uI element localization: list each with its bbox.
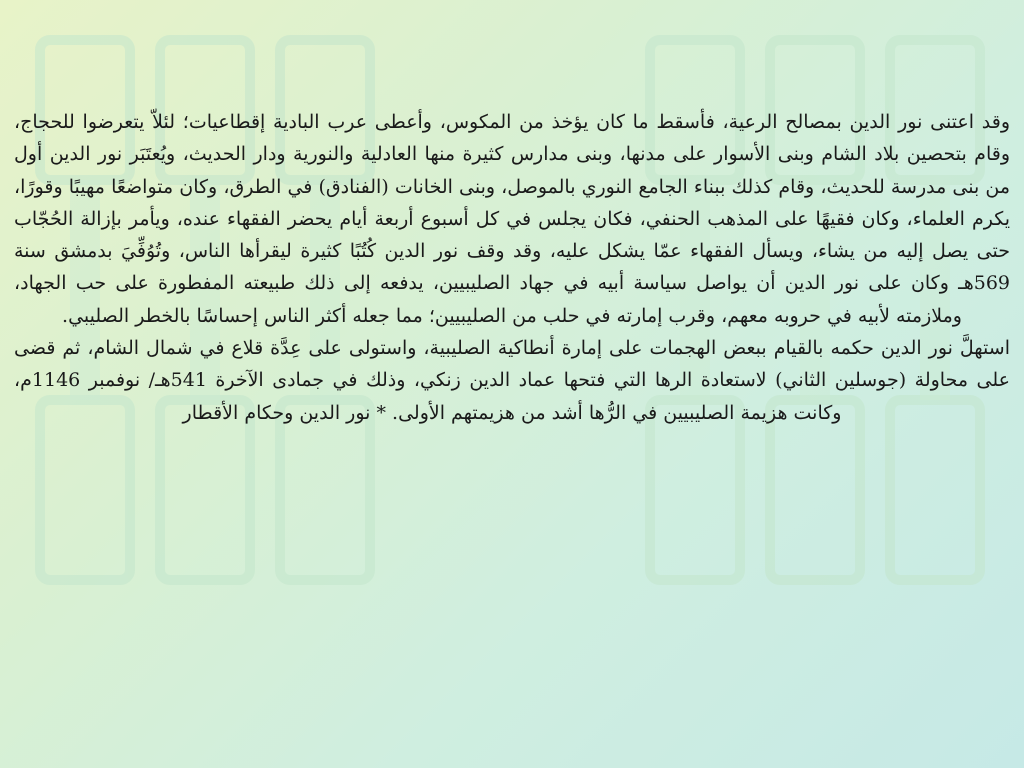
paragraph-nur-al-din-reforms: وقد اعتنى نور الدين بمصالح الرعية، فأسقط ما كان يؤخذ من المكوس، وأعطى عرب البادية إقطاعيات؛ لئلاّ يتعرضوا للحجاج، وقام بتحصين بلاد الشام وبنى الأسوار على مدنها، وبنى مدارس كثيرة منها العادلية والنورية ودار الحديث، ويُعتَبَر نور الدين أول من بنى مدرسة للحديث، وقام كذلك ببناء الجامع النوري بالموصل، وبنى الخانات (الفنادق) في الطرق، وكان متواضعًا مهيبًا وقورًا، يكرم العلماء، وكان فقيهًا على المذهب الحنفي، فكان يجلس في كل أسبوع أربعة أيام يحضر الفقهاء عنده، ويأمر بإزالة الحُجّاب حتى يصل إليه من يشاء، ويسأل الفقهاء عمّا يشكل عليه، وقد وقف نور الدين كُتُبًا كثيرة ليقرأها الناس، وتُوُفِّيَ بدمشق سنة 569هـ وكان على نور الدين أن يواصل سياسة أبيه في جهاد الصليبيين، يدفعه إلى ذلك طبيعته المفطورة على حب الجهاد، وملازمته لأبيه في حروبه معهم، وقرب إمارته في حلب من الصليبيين؛ مما جعله أكثر الناس إحساسًا بالخطر الصليبي. [14, 111, 1010, 327]
slide-text-body [14, 106, 1010, 666]
paragraph-nur-al-din-campaigns: استهلَّ نور الدين حكمه بالقيام ببعض الهجمات على إمارة أنطاكية الصليبية، واستولى على عِدَّة قلاع في شمال الشام، ثم قضى على محاولة (جوسلين الثاني) لاستعادة الرها التي فتحها عماد الدين زنكي، وذلك في جمادى الآخرة 541هـ/ نوفمبر 1146م، وكانت هزيمة الصليبيين في الرُّها أشد من هزيمتهم الأولى. * نور الدين وحكام الأقطار [14, 337, 1010, 424]
